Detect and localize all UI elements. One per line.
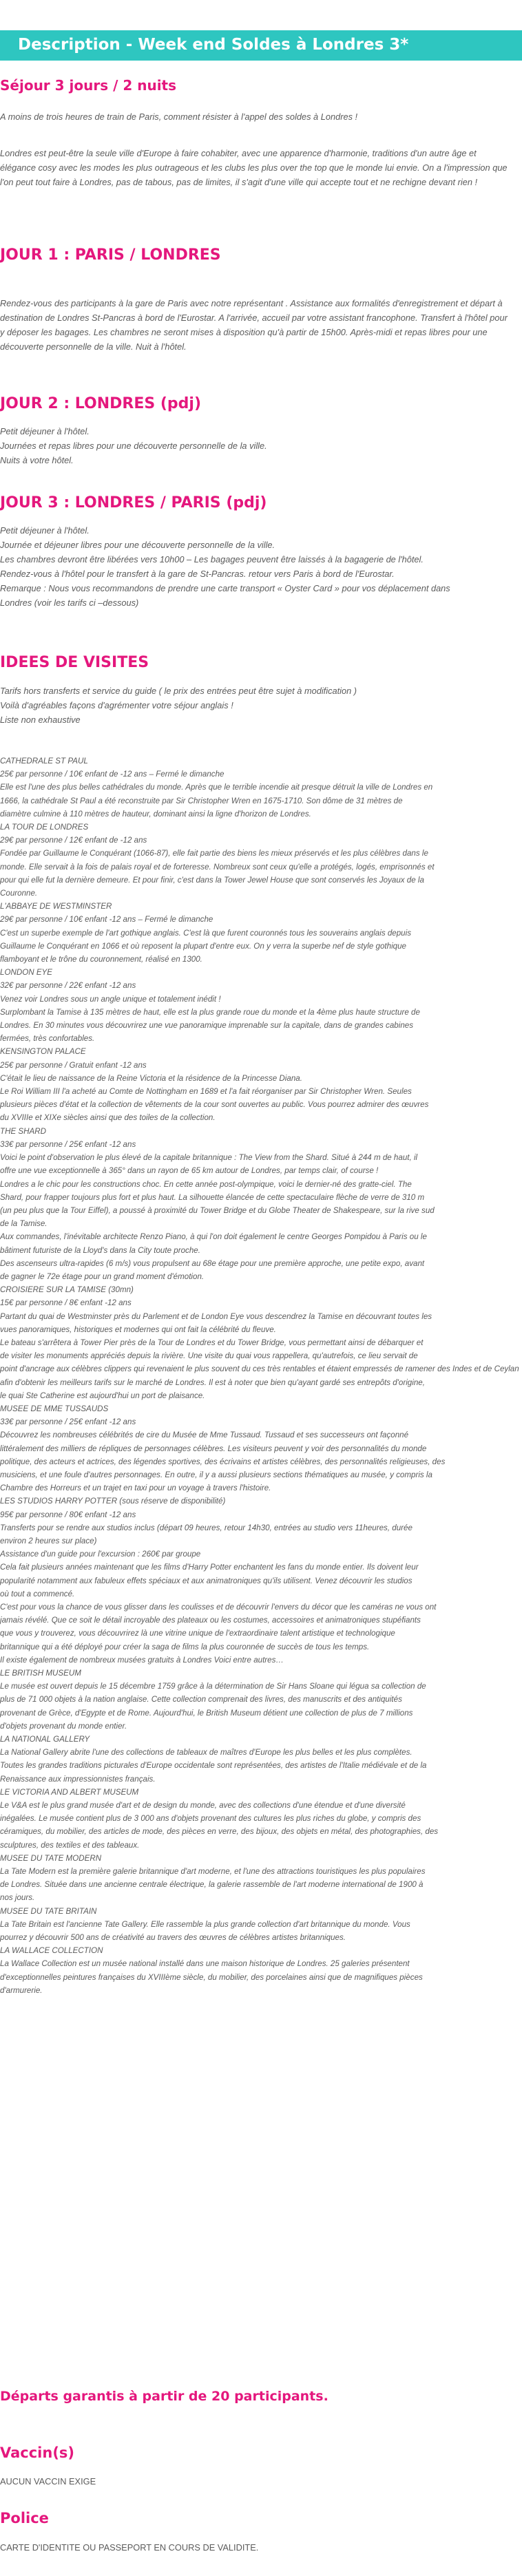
ideas-line: du XVIIIe et XIXe siècles ainsi que des toiles de la collection.: [0, 1113, 216, 1123]
ideas-line: Le bateau s'arrêtera à Tower Pier près de la Tour de Londres et du Tower Bridge, vous permettant ainsi de débarquer et: [0, 1338, 424, 1347]
ideas-line: La Tate Britain est l'ancienne Tate Gallery. Elle rassemble la plus grande collection d'art britannique du monde. Vous: [0, 1919, 410, 1929]
banner-title: Description - Week end Soldes à Londres 3*: [18, 36, 409, 54]
ideas-line: vues panoramiques, historiques et modernes qui ont fait la célébrité du fleuve.: [0, 1324, 276, 1334]
ideas-line: où tout a commencé.: [0, 1589, 75, 1598]
ideas-line: LE BRITISH MUSEUM: [0, 1669, 81, 1678]
ideas-line: 33€ par personne / 25€ enfant -12 ans: [0, 1139, 136, 1149]
ideas-line: flamboyant et le trône du couronnement, réalisé en 1300.: [0, 955, 202, 964]
day2-line: Journées et repas libres pour une découverte personnelle de la ville.: [0, 441, 267, 451]
ideas-line: Toutes les grandes traditions picturales d'Europe occidentale sont représentées, des artistes de l'Italie médiévale et de la: [0, 1761, 427, 1771]
ideas-line: diamètre culmine à 110 mètres de hauteur, dominant ainsi la ligne d'horizon de Londres.: [0, 809, 311, 819]
ideas-line: Cela fait plusieurs années maintenant que les films d'Harry Potter enchantent les fans du monde entier. Ils doivent leur: [0, 1563, 419, 1572]
ideas-line: jamais révélé. Que ce soit le détail incroyable des plateaux ou les costumes, accessoires et animatroniques stupéfiants: [0, 1616, 421, 1625]
ideas-line: MUSEE DE MME TUSSAUDS: [0, 1404, 109, 1413]
ideas-line: Voici le point d'observation le plus élevé de la capitale britannique : The View from the Shard. Situé à 244 m de haut, il: [0, 1153, 418, 1163]
ideas-line: provenant de Grèce, d'Egypte et de Rome. Aujourd'hui, le British Museum détient une collection de plus de 7 millions: [0, 1708, 413, 1718]
ideas-line: 29€ par personne / 12€ enfant de -12 ans: [0, 836, 147, 845]
ideas-intro-line: Liste non exhaustive: [0, 715, 81, 725]
ideas-line: 25€ par personne / 10€ enfant de -12 ans – Fermé le dimanche: [0, 770, 225, 779]
ideas-line: 33€ par personne / 25€ enfant -12 ans: [0, 1417, 136, 1427]
ideas-line: La Tate Modern est la première galerie britannique d'art moderne, et l'une des attractions touristiques les plus populaires: [0, 1867, 426, 1877]
ideas-line: La Wallace Collection est un musée national installé dans une maison historique de Londres. 25 galeries présentent: [0, 1959, 410, 1969]
ideas-line: inégalées. Le musée contient plus de 3 000 ans d'objets provenant des cultures les plus riches du globe, y compris des: [0, 1814, 421, 1824]
ideas-line: 15€ par personne / 8€ enfant -12 ans: [0, 1298, 132, 1308]
ideas-line: Découvrez les nombreuses célébrités de cire du Musée de Mme Tussaud. Tussaud et ses successeurs ont façonné: [0, 1430, 409, 1440]
ideas-line: littéralement des milliers de répliques de personnages célèbres. Les visiteurs peuvent y voir des personnalités du monde: [0, 1444, 427, 1453]
ideas-line: popularité notamment aux fabuleux effets spéciaux et aux animatroniques qu'ils utilisent. Venez découvrir les studios: [0, 1576, 413, 1585]
ideas-line: Chambre des Horreurs et un trajet en taxi pour un voyage à travers l'histoire.: [0, 1484, 271, 1493]
ideas-line: Surplombant la Tamise à 135 mètres de haut, elle est la plus grande roue du monde et la 4ème plus haute structure de: [0, 1007, 420, 1017]
ideas-line: de gagner le 72e étage pour un grand moment d'émotion.: [0, 1271, 205, 1281]
ideas-line: Partant du quai de Westminster près du Parlement et de London Eye vous descendrez la Tamise en découvrant toutes les: [0, 1311, 432, 1321]
ideas-line: LA NATIONAL GALLERY: [0, 1735, 90, 1744]
ideas-line: sculptures, des textiles et des tableaux.: [0, 1840, 140, 1850]
ideas-line: de Londres. Située dans une ancienne centrale électrique, la galerie rassemble de l'art moderne international de 1900 à: [0, 1880, 424, 1890]
ideas-line: 25€ par personne / Gratuit enfant -12 ans: [0, 1060, 147, 1070]
day3-lines: [0, 523, 510, 610]
ideas-line: d'armurerie.: [0, 1985, 43, 1995]
ideas-line: Le musée est ouvert depuis le 15 décembre 1759 grâce à la détermination de Sir Hans Sloane qui légua sa collection de: [0, 1682, 426, 1691]
ideas-line: d'exceptionnelles peintures françaises du XVIIIème siècle, du mobilier, des porcelaines ainsi que de magnifiques pièces: [0, 1972, 423, 1982]
stay-duration-heading: Séjour 3 jours / 2 nuits: [0, 77, 177, 94]
ideas-line: LES STUDIOS HARRY POTTER (sous réserve de disponibilité): [0, 1497, 226, 1506]
ideas-line: 1666, la cathédrale St Paul a été reconstruite par Sir Christopher Wren en 1675-1710. Son dôme de 31 mètres de: [0, 796, 403, 805]
ideas-line: Shard, pour frapper toujours plus fort et plus haut. La silhouette élancée de cette spectaculaire flèche de verre de 310 m: [0, 1192, 425, 1202]
ideas-list: [0, 754, 519, 1997]
ideas-line: musiciens, et une foule d'autres personnages. En outre, il y a aussi plusieurs sections thématiques au musée, y compris la: [0, 1470, 432, 1479]
vaccine-heading: Vaccin(s): [0, 2445, 75, 2461]
ideas-line: céramiques, du mobilier, des articles de mode, des pièces en verre, des bijoux, des objets en métal, des photographies, des: [0, 1827, 439, 1837]
ideas-line: Londres a le chic pour les constructions choc. En cette année post-olympique, voici le dernier-né des gratte-ciel. The: [0, 1179, 412, 1189]
ideas-line: L'ABBAYE DE WESTMINSTER: [0, 902, 112, 911]
day1-heading: JOUR 1 : PARIS / LONDRES: [0, 246, 221, 264]
day3-line: Rendez-vous à l'hôtel pour le transfert à la gare de St-Pancras. retour vers Paris à bord de l'Eurostar.: [0, 569, 395, 579]
ideas-line: offre une vue exceptionnelle à 365° dans un rayon de 65 km autour de Londres, par temps clair, of course !: [0, 1166, 379, 1176]
ideas-intro-line: Tarifs hors transferts et service du guide ( le prix des entrées peut être sujet à modification ): [0, 686, 357, 696]
ideas-line: pour qui elle fut la dernière demeure. Et pour finir, c'est dans la Tower Jewel House que sont conservés les Joyaux de la: [0, 875, 424, 885]
ideas-line: 95€ par personne / 80€ enfant -12 ans: [0, 1510, 136, 1519]
ideas-line: Renaissance aux impressionnistes français.: [0, 1774, 156, 1784]
ideas-line: LE VICTORIA AND ALBERT MUSEUM: [0, 1787, 139, 1797]
ideas-line: LA WALLACE COLLECTION: [0, 1946, 103, 1956]
day3-line: Londres (voir les tarifs ci –dessous): [0, 598, 139, 608]
day1-paragraph: Rendez-vous des participants à la gare de Paris avec notre représentant . Assistance aux formalités d'enregistrement et départ à destination de Londres St-Pancras à bord de l'Eurostar. A l'arrivée, accueil par votre assistant francophone. Transfert à l'hôtel pour y déposer les bagages. Les chambres ne seront mises à disposition qu'à partir de 15h00. Après-midi et repas libres pour une découverte personnelle de la ville. Nuit à l'hôtel.: [0, 298, 508, 352]
ideas-line: (un peu plus que la Tour Eiffel), a poussé à proximité du Tower Bridge et du Globe Theater de Shakespeare, sur la rive sud: [0, 1205, 435, 1215]
ideas-line: LONDON EYE: [0, 968, 53, 978]
ideas-line: Le V&A est le plus grand musée d'art et de design du monde, avec des collections d'une étendue et d'une diversité: [0, 1801, 406, 1810]
ideas-line: Aux commandes, l'inévitable architecte Renzo Piano, à qui l'on doit également le centre Georges Pompidou à Paris ou le: [0, 1232, 427, 1242]
ideas-line: Couronne.: [0, 889, 38, 898]
ideas-line: Il existe également de nombreux musées gratuits à Londres Voici entre autres…: [0, 1655, 284, 1665]
ideas-line: Assistance d'un guide pour l'excursion : 260€ par groupe: [0, 1550, 201, 1559]
ideas-line: Venez voir Londres sous un angle unique et totalement inédit !: [0, 994, 221, 1004]
ideas-line: THE SHARD: [0, 1126, 46, 1136]
ideas-line: le quai Ste Catherine est aujourd'hui un port de plaisance.: [0, 1391, 205, 1400]
day3-heading: JOUR 3 : LONDRES / PARIS (pdj): [0, 494, 267, 511]
day3-line: Les chambres devront être libérées vers 10h00 – Les bagages peuvent être laissés à la bagagerie de l'hôtel.: [0, 554, 424, 564]
ideas-line: nos jours.: [0, 1893, 35, 1903]
ideas-line: C'est un superbe exemple de l'art gothique anglais. C'est là que furent couronnés tous les souverains anglais depuis: [0, 928, 411, 938]
ideas-line: Transferts pour se rendre aux studios inclus (départ 09 heures, retour 14h30, entrées au studio vers 11heures, durée: [0, 1523, 413, 1532]
intro-paragraph: Londres est peut-être la seule ville d'Europe à faire cohabiter, avec une apparence d'harmonie, traditions d'un autre âge et élégance cosy avec les modes les plus outrageous et les clubs les plus over the top que le monde lui envie. On a l'impression que l'on peut tout faire à Londres, pas de tabous, pas de limites, il s'agit d'une ville qui accepte tout et ne rechigne devant rien !: [0, 148, 508, 187]
ideas-line: de visiter les monuments appréciés depuis la rivière. Une visite du quai vous rappellera, qu'autrefois, ce lieu servait de: [0, 1351, 418, 1361]
ideas-line: Elle est l'une des plus belles cathédrales du monde. Après que le terrible incendie ait presque détruit la ville de Londres en: [0, 783, 433, 792]
ideas-line: pourrez y découvrir 500 ans de créativité au travers des œuvres de célèbres artistes britanniques.: [0, 1933, 346, 1943]
ideas-line: environ 2 heures sur place): [0, 1536, 97, 1545]
police-text: CARTE D'IDENTITE OU PASSEPORT EN COURS DE VALIDITE.: [0, 2542, 259, 2553]
ideas-line: politique, des acteurs et actrices, des légendes sportives, des écrivains et artistes célèbres, des personnalités religieuses, des: [0, 1457, 446, 1466]
day2-heading: JOUR 2 : LONDRES (pdj): [0, 395, 202, 412]
ideas-line: que vous y trouverez, vous découvrirez là une vitrine unique de l'extraordinaire talent artistique et technologique: [0, 1629, 395, 1638]
ideas-line: de la Tamise.: [0, 1219, 48, 1229]
ideas-heading: IDEES DE VISITES: [0, 654, 149, 671]
ideas-line: Des ascenseurs ultra-rapides (6 m/s) vous propulsent au 68e étage pour une première approche, une petite expo, avant: [0, 1258, 425, 1268]
ideas-line: Londres. En 30 minutes vous découvrirez une vue panoramique imprenable sur la capitale, dans de grandes cabines: [0, 1021, 414, 1031]
ideas-line: C'est pour vous la chance de vous glisser dans les coulisses et de découvrir l'envers du décor que les caméras ne vous ont: [0, 1603, 437, 1612]
ideas-line: C'était le lieu de naissance de la Reine Victoria et la résidence de la Princesse Diana.: [0, 1073, 302, 1083]
ideas-line: britannique qui a été déployé pour créer la saga de films la plus couronnée de succès de tous les temps.: [0, 1642, 370, 1651]
day2-lines: [0, 424, 510, 467]
day2-line: Nuits à votre hôtel.: [0, 455, 74, 465]
ideas-line: point d'ancrage aux célèbres clippers qui revenaient le plus souvent du ces très rentables et étaient empressés de ramener des Indes et de Ceylan: [0, 1364, 519, 1374]
day2-line: Petit déjeuner à l'hôtel.: [0, 426, 90, 436]
ideas-line: KENSINGTON PALACE: [0, 1047, 86, 1057]
intro-tagline: A moins de trois heures de train de Paris, comment résister à l'appel des soldes à Londres !: [0, 112, 358, 122]
ideas-line: Guillaume le Conquérant en 1066 et où reposent la plupart d'entre eux. On y verra la superbe nef de style gothique: [0, 941, 407, 951]
ideas-line: plusieurs pièces d'état et la collection de vêtements de la cour sont ouvertes au public. Vous pourrez admirer des œuvres: [0, 1100, 429, 1110]
ideas-line: MUSEE DU TATE MODERN: [0, 1853, 102, 1863]
guarantee-heading: Départs garantis à partir de 20 participants.: [0, 2389, 328, 2404]
ideas-line: afin d'obtenir les meilleurs tarifs sur le marché de Londres. Il est à noter que bien qu'ayant gardé ses entrepôts d'origine,: [0, 1377, 425, 1387]
ideas-line: MUSEE DU TATE BRITAIN: [0, 1906, 97, 1916]
ideas-line: LA TOUR DE LONDRES: [0, 823, 89, 832]
ideas-intro-line: Voilà d'agréables façons d'agrémenter votre séjour anglais !: [0, 700, 233, 710]
ideas-line: bâtiment futuriste de la Lloyd's dans la City toute proche.: [0, 1245, 200, 1255]
ideas-line: 29€ par personne / 10€ enfant -12 ans – Fermé le dimanche: [0, 915, 213, 925]
description-banner: [0, 30, 522, 61]
ideas-line: Fondée par Guillaume le Conquérant (1066-87), elle fait partie des biens les mieux préservés et les plus célèbres dans le: [0, 849, 428, 858]
ideas-line: CATHEDRALE ST PAUL: [0, 757, 88, 766]
ideas-line: Le Roi William III l'a acheté au Comte de Nottingham en 1689 et l'a fait réorganiser par Sir Christopher Wren. Seules: [0, 1087, 412, 1097]
police-heading: Police: [0, 2510, 49, 2526]
ideas-line: CROISIERE SUR LA TAMISE (30mn): [0, 1285, 134, 1295]
ideas-line: d'objets provenant du monde entier.: [0, 1721, 127, 1731]
ideas-line: fermées, très confortables.: [0, 1034, 95, 1044]
ideas-line: monde. Elle servait à la fois de palais royal et de forteresse. Nombreux sont ceux qu'elle a protégés, logés, emprisonnés et: [0, 862, 435, 872]
day3-line: Remarque : Nous vous recommandons de prendre une carte transport « Oyster Card » pour vos déplacement dans: [0, 583, 450, 593]
day3-line: Journée et déjeuner libres pour une découverte personnelle de la ville.: [0, 540, 275, 550]
vaccine-text: AUCUN VACCIN EXIGE: [0, 2476, 96, 2487]
ideas-line: La National Gallery abrite l'une des collections de tableaux de maîtres d'Europe les plus belles et les plus complètes.: [0, 1748, 413, 1757]
ideas-line: plus de 71 000 objets à la nation anglaise. Cette collection comprenait des livres, des manuscrits et des antiquités: [0, 1695, 402, 1704]
day3-line: Petit déjeuner à l'hôtel.: [0, 525, 90, 536]
ideas-line: 32€ par personne / 22€ enfant -12 ans: [0, 981, 136, 991]
ideas-intro: [0, 684, 510, 727]
